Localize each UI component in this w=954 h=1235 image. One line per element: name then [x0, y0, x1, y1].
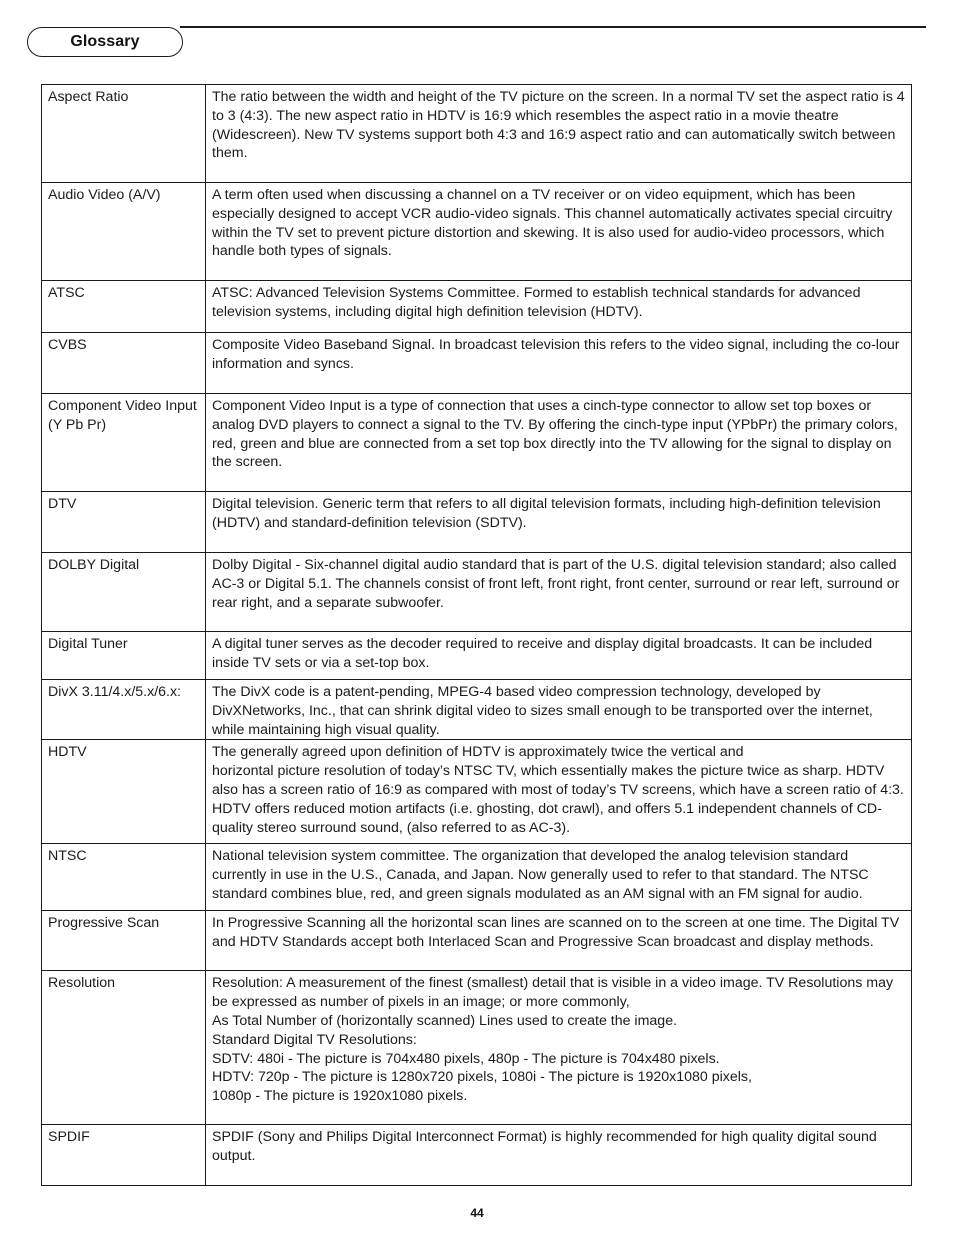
- glossary-term: DTV: [42, 492, 206, 553]
- table-row: [42, 281, 912, 333]
- table-row: [42, 333, 912, 394]
- glossary-term: SPDIF: [42, 1125, 206, 1186]
- glossary-definition: Component Video Input is a type of connection that uses a cinch-type connector to allow set top boxes or analog DVD players to connect a signal to the TV. By offering the cinch-type input (YPbPr) the primary colors, red, green and blue are connected from a set top box directly into the TV allowing for the signal to display on the screen.: [206, 394, 912, 492]
- glossary-term: DivX 3.11/4.x/5.x/6.x:: [42, 680, 206, 740]
- glossary-term: DOLBY Digital: [42, 553, 206, 632]
- glossary-term: NTSC: [42, 844, 206, 911]
- glossary-definition: Composite Video Baseband Signal. In broadcast television this refers to the video signal, including the co-lour information and syncs.: [206, 333, 912, 394]
- glossary-definition: Digital television. Generic term that refers to all digital television formats, including high-definition television (HDTV) and standard-definition television (SDTV).: [206, 492, 912, 553]
- glossary-definition: Dolby Digital - Six-channel digital audio standard that is part of the U.S. digital television standard; also called AC-3 or Digital 5.1. The channels consist of front left, front right, front center, surround or rear left, surround or rear right, and a separate subwoofer.: [206, 553, 912, 632]
- glossary-term: Component Video Input (Y Pb Pr): [42, 394, 206, 492]
- glossary-definition: In Progressive Scanning all the horizontal scan lines are scanned on to the screen at one time. The Digital TV and HDTV Standards accept both Interlaced Scan and Progressive Scan broadcast and display methods.: [206, 911, 912, 971]
- glossary-term: Aspect Ratio: [42, 85, 206, 183]
- glossary-definition: Resolution: A measurement of the finest (smallest) detail that is visible in a video image. TV Resolutions may be expressed as number of pixels in an image; or more commonly, As Total Number of (horizontally scanned) Lines used to create the image. Standard Digital TV Resolutions: SDTV: 480i - The picture is 704x480 pixels, 480p - The picture is 704x480 pixels. HDTV: 720p - The picture is 1280x720 pixels, 1080i - The picture is 1920x1080 pixels, 1080p - The picture is 1920x1080 pixels.: [206, 971, 912, 1125]
- table-row: [42, 553, 912, 632]
- table-row: [42, 680, 912, 740]
- glossary-definition: The ratio between the width and height of the TV picture on the screen. In a normal TV set the aspect ratio is 4 to 3 (4:3). The new aspect ratio in HDTV is 16:9 which resembles the aspect ratio in a movie theatre (Widescreen). New TV systems support both 4:3 and 16:9 aspect ratio and can automatically switch between them.: [206, 85, 912, 183]
- table-row: [42, 740, 912, 844]
- table-row: [42, 971, 912, 1125]
- table-row: [42, 183, 912, 281]
- glossary-term: Resolution: [42, 971, 206, 1125]
- glossary-term: CVBS: [42, 333, 206, 394]
- glossary-term: HDTV: [42, 740, 206, 844]
- glossary-definition: National television system committee. The organization that developed the analog television standard currently in use in the U.S., Canada, and Japan. Now generally used to refer to that standard. The NTSC standard combines blue, red, and green signals modulated as an AM signal with an FM signal for audio.: [206, 844, 912, 911]
- glossary-definition: A term often used when discussing a channel on a TV receiver or on video equipment, which has been especially designed to accept VCR audio-video signals. This channel automatically activates special circuitry within the TV set to prevent picture distortion and skewing. It is also used for audio-video processors, which handle both types of signals.: [206, 183, 912, 281]
- glossary-table: [41, 84, 912, 1186]
- glossary-term: Digital Tuner: [42, 632, 206, 680]
- glossary-definition: A digital tuner serves as the decoder required to receive and display digital broadcasts. It can be included inside TV sets or via a set-top box.: [206, 632, 912, 680]
- glossary-term: Audio Video (A/V): [42, 183, 206, 281]
- glossary-definition: The DivX code is a patent-pending, MPEG-4 based video compression technology, developed by DivXNetworks, Inc., that can shrink digital video to sizes small enough to be transported over the internet, while maintaining high visual quality.: [206, 680, 912, 740]
- table-row: [42, 1125, 912, 1186]
- table-row: [42, 394, 912, 492]
- glossary-definition: SPDIF (Sony and Philips Digital Interconnect Format) is highly recommended for high quality digital sound output.: [206, 1125, 912, 1186]
- table-row: [42, 911, 912, 971]
- glossary-term: ATSC: [42, 281, 206, 333]
- table-row: [42, 492, 912, 553]
- header-rule: [180, 26, 926, 28]
- glossary-definition: ATSC: Advanced Television Systems Committee. Formed to establish technical standards for advanced television systems, including digital high definition television (HDTV).: [206, 281, 912, 333]
- glossary-term: Progressive Scan: [42, 911, 206, 971]
- table-row: [42, 85, 912, 183]
- page-title: Glossary: [27, 27, 183, 57]
- glossary-definition: The generally agreed upon definition of HDTV is approximately twice the vertical and horizontal picture resolution of today’s NTSC TV, which essentially makes the picture twice as sharp. HDTV also has a screen ratio of 16:9 as compared with most of today’s TV screens, which have a screen ratio of 4:3. HDTV offers reduced motion artifacts (i.e. ghosting, dot crawl), and offers 5.1 independent channels of CD-quality stereo surround sound, (also referred to as AC-3).: [206, 740, 912, 844]
- table-row: [42, 632, 912, 680]
- table-row: [42, 844, 912, 911]
- page-number: 44: [470, 1206, 484, 1220]
